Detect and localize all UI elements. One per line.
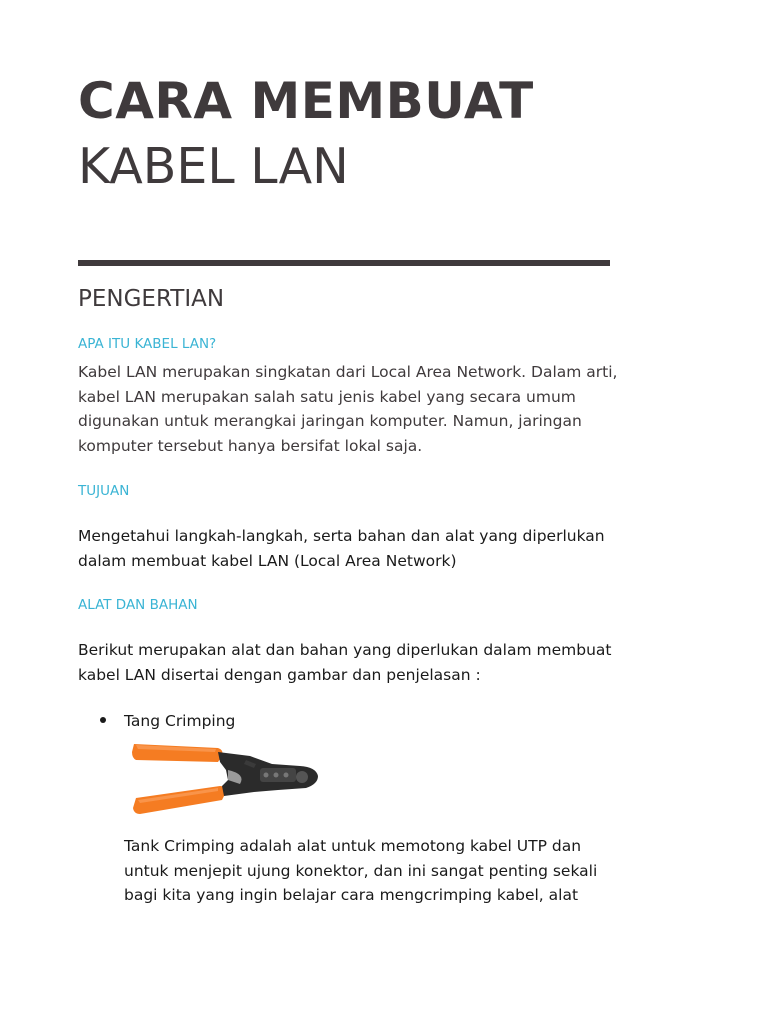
title-line-1: CARA MEMBUAT xyxy=(78,72,534,130)
paragraph-goal: Mengetahui langkah-langkah, serta bahan dan alat yang diperlukan dalam membuat kabel LAN (Local Area Network) xyxy=(78,527,605,570)
paragraph-definition: Kabel LAN merupakan singkatan dari Local Area Network. Dalam arti, kabel LAN merupakan salah satu jenis kabel yang secara umum digunakan untuk merangkai jaringan komputer. Namun, jaringan komputer tersebut hanya bersifat lokal saja. xyxy=(78,363,618,455)
subheading-tujuan: TUJUAN xyxy=(78,483,130,499)
subheading-alat-bahan: ALAT DAN BAHAN xyxy=(78,597,198,613)
tool-name: Tang Crimping xyxy=(124,712,236,730)
bullet-icon xyxy=(100,717,106,723)
title-line-2: KABEL LAN xyxy=(78,138,349,195)
title-divider xyxy=(78,260,610,266)
section-title: PENGERTIAN xyxy=(78,286,225,312)
tool-description: Tank Crimping adalah alat untuk memotong kabel UTP dan untuk menjepit ujung konektor, dan ini sangat penting sekali bagi kita yang ingin belajar cara mengcrimping kabel, alat xyxy=(124,837,598,904)
crimping-tool-image xyxy=(130,734,326,824)
paragraph-tools-intro: Berikut merupakan alat dan bahan yang diperlukan dalam membuat kabel LAN disertai dengan gambar dan penjelasan : xyxy=(78,641,612,684)
list-item xyxy=(100,709,235,733)
subheading-apa-itu: APA ITU KABEL LAN? xyxy=(78,336,217,352)
